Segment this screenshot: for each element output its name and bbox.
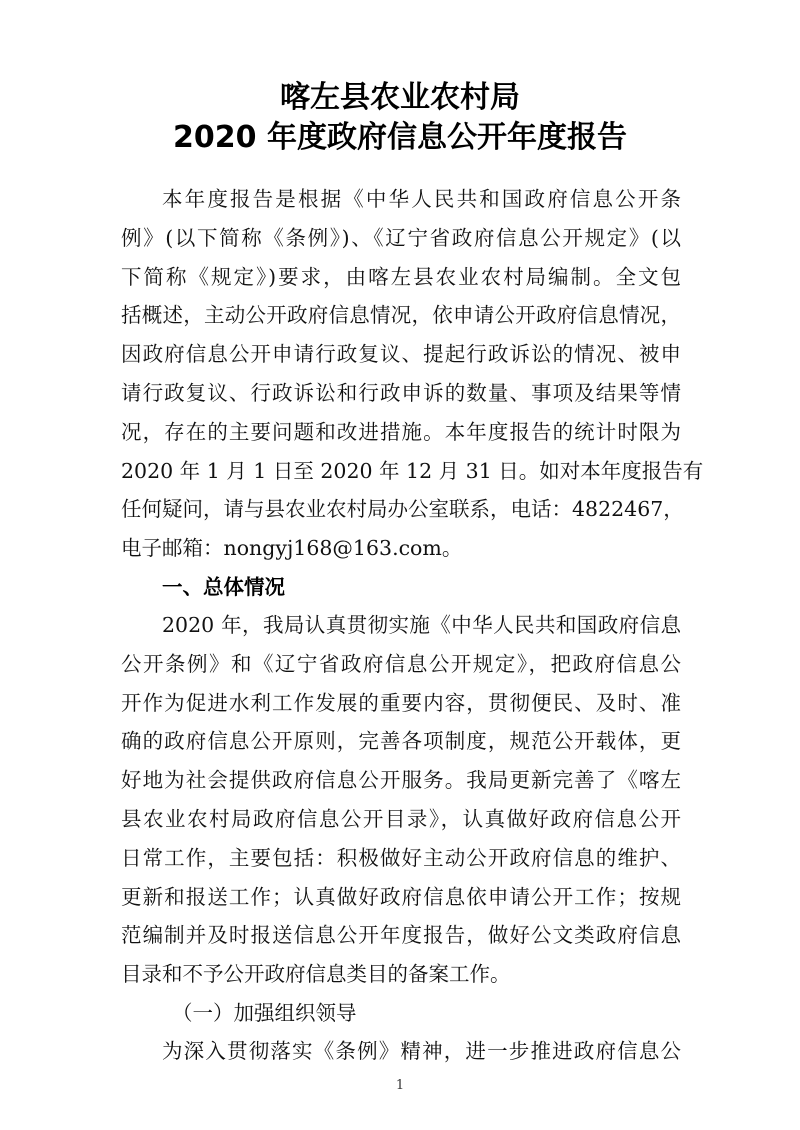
intro-line: 因政府信息公开申请行政复议、提起行政诉讼的情况、被申 <box>121 342 681 367</box>
overview-line: 确的政府信息公开原则，完善各项制度，规范公开载体，更 <box>121 729 681 754</box>
overview-paragraph <box>121 606 681 994</box>
section-heading-overview: 一、总体情况 <box>162 575 285 599</box>
overview-line: 更新和报送工作；认真做好政府信息依申请公开工作；按规 <box>121 884 681 909</box>
organization-paragraph <box>121 1032 681 1071</box>
intro-line: 任何疑问，请与县农业农村局办公室联系，电话：4822467， <box>121 497 684 522</box>
page-number: 1 <box>395 1078 405 1093</box>
overview-line: 2020 年，我局认真贯彻实施《中华人民共和国政府信息 <box>162 613 681 637</box>
intro-line: 例》(以下简称《条例》)、《辽宁省政府信息公开规定》(以 <box>121 225 681 250</box>
intro-line: 请行政复议、行政诉讼和行政申诉的数量、事项及结果等情 <box>121 380 681 405</box>
organization-line: 为深入贯彻落实《条例》精神，进一步推进政府信息公 <box>162 1039 681 1063</box>
intro-line: 本年度报告是根据《中华人民共和国政府信息公开条 <box>162 187 681 211</box>
intro-line: 电子邮箱：nongyj168@163.com。 <box>121 536 463 561</box>
intro-paragraph <box>121 180 704 568</box>
overview-line: 县农业农村局政府信息公开目录》，认真做好政府信息公开 <box>121 806 681 831</box>
overview-line: 目录和不予公开政府信息类目的备案工作。 <box>121 962 511 987</box>
overview-line: 开作为促进水利工作发展的重要内容，贯彻便民、及时、准 <box>121 690 681 715</box>
intro-line: 2020 年 1 月 1 日至 2020 年 12 月 31 日。如对本年度报告有 <box>121 458 704 483</box>
overview-line: 日常工作，主要包括：积极做好主动公开政府信息的维护、 <box>121 845 681 870</box>
document-title-line2: 2020 年度政府信息公开年度报告 <box>173 120 627 155</box>
overview-line: 范编制并及时报送信息公开年度报告，做好公文类政府信息 <box>121 923 681 948</box>
intro-line: 况，存在的主要问题和改进措施。本年度报告的统计时限为 <box>121 419 681 444</box>
intro-line: 括概述，主动公开政府信息情况，依申请公开政府信息情况， <box>121 303 681 328</box>
overview-line: 好地为社会提供政府信息公开服务。我局更新完善了《喀左 <box>121 768 681 793</box>
intro-line: 下简称《规定》)要求，由喀左县农业农村局编制。全文包 <box>121 264 681 289</box>
overview-line: 公开条例》和《辽宁省政府信息公开规定》，把政府信息公 <box>121 651 681 676</box>
subsection-heading-organization: （一）加强组织领导 <box>172 1001 357 1025</box>
document-title-line1: 喀左县农业农村局 <box>280 80 520 115</box>
